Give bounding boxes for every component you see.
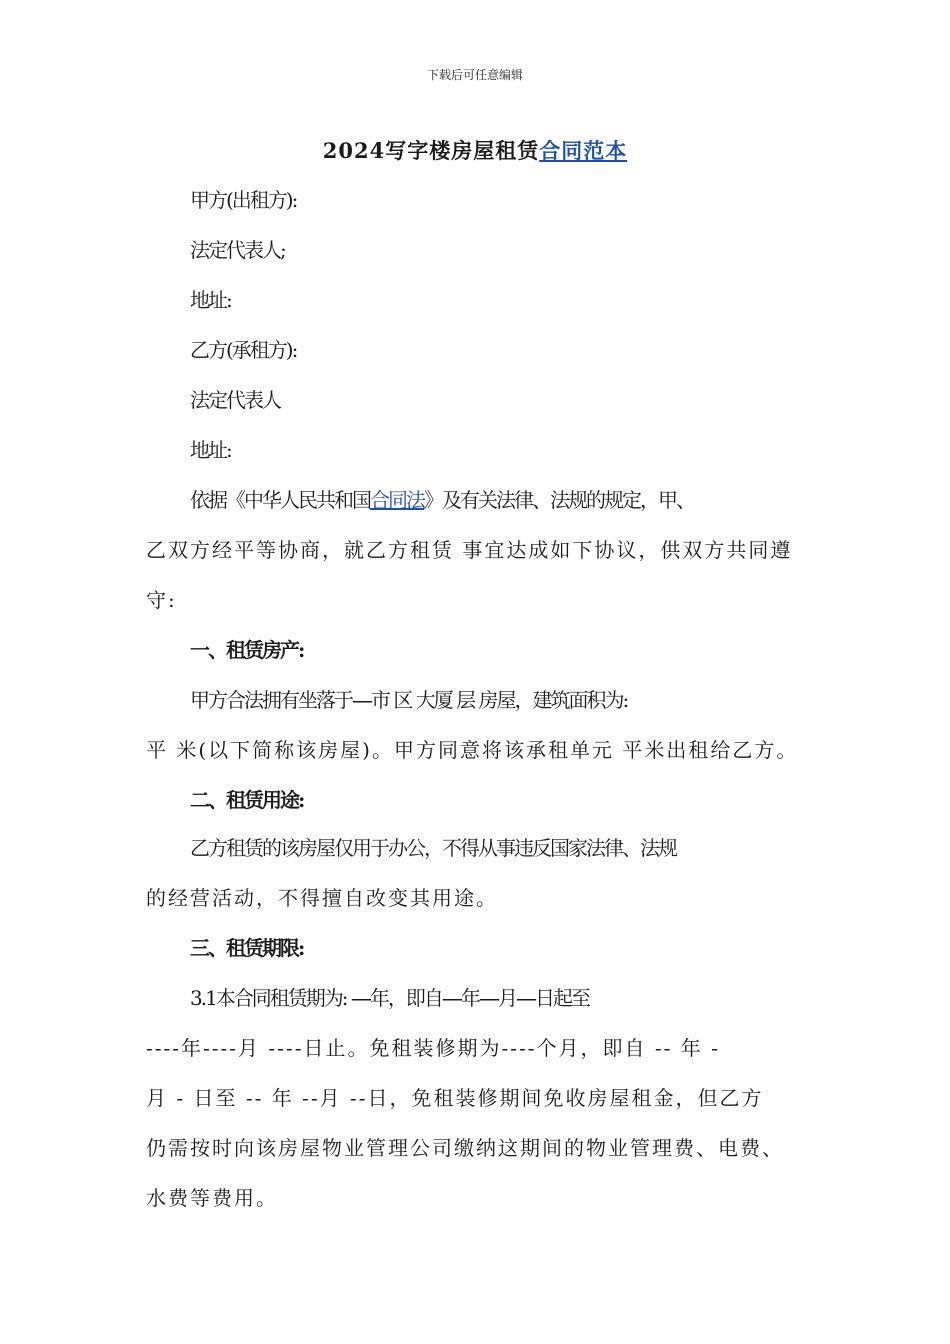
section-3-line-4: 仍需按时向该房屋物业管理公司缴纳这期间的物业管理费、电费、 [146, 1136, 784, 1160]
preamble-line-2: 乙双方经平等协商，就乙方租赁 事宜达成如下协议，供双方共同遵 [146, 538, 793, 562]
section-2-heading: 二、租赁用途: [190, 788, 304, 812]
section-3-heading: 三、租赁期限: [190, 936, 304, 960]
preamble-text-before: 依据《中华人民共和国 [190, 488, 370, 512]
party-a-representative: 法定代表人; [190, 238, 285, 262]
preamble-line-1 [190, 485, 850, 515]
section-1-line-2: 平 米(以下简称该房屋)。甲方同意将该承租单元 平米出租给乙方。 [146, 738, 799, 762]
section-1-line-1: 甲方合法拥有坐落于----市 区 大厦 层 房屋，建筑面积为: [190, 688, 628, 712]
party-b-address: 地址: [190, 438, 231, 462]
section-3-line-2: ----年----月 ----日止。免租装修期为----个月，即自 -- 年 - [146, 1036, 720, 1060]
title-text: 2024写字楼房屋租赁 [322, 138, 540, 163]
section-3-line-3: 月 - 日至 -- 年 --月 --日，免租装修期间免收房屋租金，但乙方 [146, 1086, 764, 1110]
preamble-line-3: 守: [146, 588, 177, 612]
section-2-line-2: 的经营活动，不得擅自改变其用途。 [146, 886, 498, 910]
party-a-address: 地址: [190, 288, 231, 312]
contract-law-link[interactable]: 合同法 [370, 488, 424, 512]
party-b-representative: 法定代表人 [190, 388, 280, 412]
section-2-line-1: 乙方租赁的该房屋仅用于办公，不得从事违反国家法律、法规 [190, 836, 676, 860]
section-1-heading: 一、租赁房产: [190, 638, 304, 662]
section-3-line-5: 水费等费用。 [146, 1186, 278, 1210]
page-header: 下载后可任意编辑 [426, 68, 523, 82]
preamble-text-after: 》及有关法律、法规的规定，甲、 [424, 488, 694, 512]
document-title [0, 135, 950, 165]
title-link[interactable]: 合同范本 [539, 138, 628, 163]
party-b-label: 乙方(承租方): [190, 338, 297, 362]
party-a-label: 甲方(出租方): [190, 188, 297, 212]
section-3-line-1: 3.1本合同租赁期为: ----年，即自----年----月----日起至 [190, 986, 590, 1010]
